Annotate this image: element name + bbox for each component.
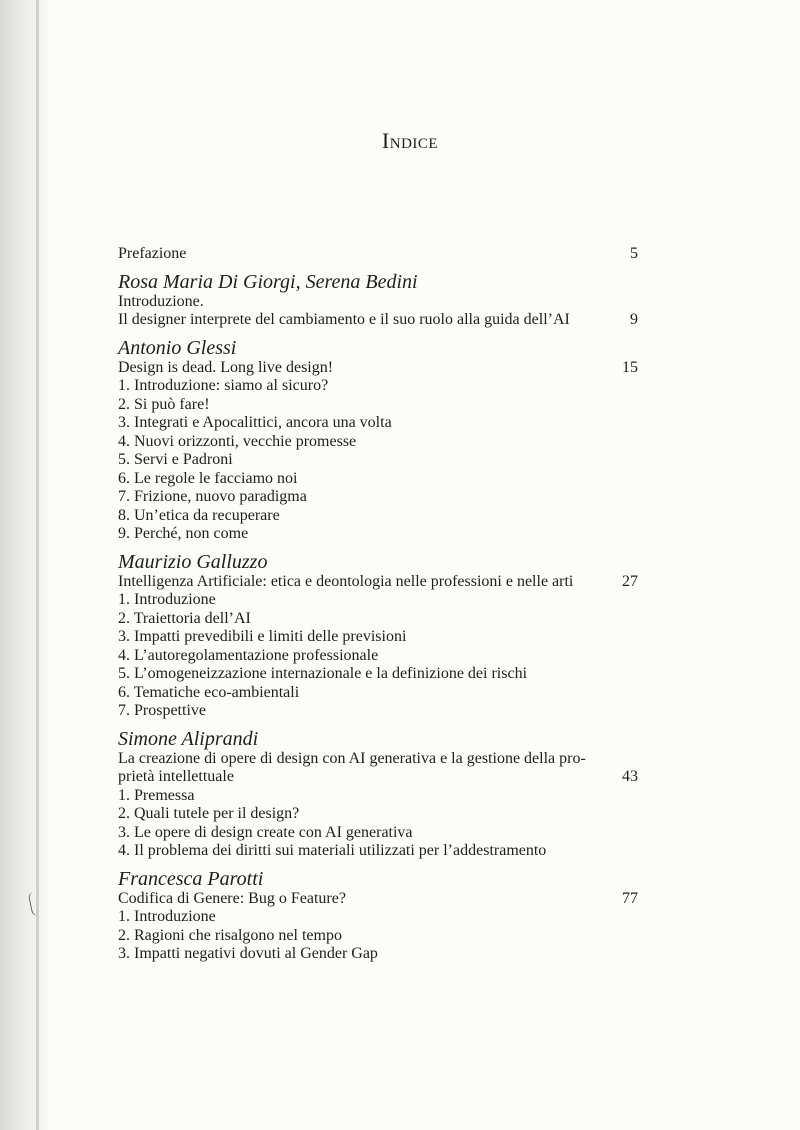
toc-entry xyxy=(118,488,638,507)
toc-author: Rosa Maria Di Giorgi, Serena Bedini xyxy=(118,270,418,293)
toc-entry-text: 2. Ragioni che risalgono nel tempo xyxy=(118,926,342,944)
toc-entry-label: Prefazione xyxy=(118,245,187,262)
toc-entry xyxy=(118,377,638,396)
toc-entry-text: 1. Introduzione xyxy=(118,591,216,608)
toc-page-number: 43 xyxy=(622,768,638,785)
toc-entry-text: prietà intellettuale xyxy=(118,768,234,785)
toc-entry-text: 3. Integrati e Apocalittici, ancora una volta xyxy=(118,414,392,431)
toc-entry-text: 6. Le regole le facciamo noi xyxy=(118,469,298,487)
toc-entry-text: La creazione di opere di design con AI generativa e la gestione della pro- xyxy=(118,749,586,767)
toc-entry xyxy=(118,573,638,592)
toc-entry xyxy=(118,628,638,647)
toc-author: Antonio Glessi xyxy=(118,336,237,359)
toc-entry-text: 1. Introduzione xyxy=(118,908,216,925)
toc-page-number: 5 xyxy=(630,245,638,262)
toc-entry-text: 1. Premessa xyxy=(118,786,195,804)
toc-entry xyxy=(118,359,638,378)
toc-entry-text: 5. L’omogeneizzazione internazionale e la definizione dei rischi xyxy=(118,665,528,682)
toc-entry-text: 6. Tematiche eco-ambientali xyxy=(118,683,300,701)
toc-entry xyxy=(118,890,638,909)
toc-entry-text: 8. Un’etica da recuperare xyxy=(118,506,280,524)
toc-author: Simone Aliprandi xyxy=(118,727,259,750)
toc-entry xyxy=(118,945,638,964)
toc-entry-text: 3. Le opere di design create con AI generativa xyxy=(118,823,413,841)
toc-entry xyxy=(118,824,638,843)
page-binding-edge xyxy=(36,0,39,1130)
toc-entry-text: 3. Impatti negativi dovuti al Gender Gap xyxy=(118,945,378,962)
toc-entry xyxy=(118,525,638,544)
toc-page-number: 27 xyxy=(622,572,638,590)
toc-entry-text: Design is dead. Long live design! xyxy=(118,358,334,376)
toc-entry-text: Codifica di Genere: Bug o Feature? xyxy=(118,889,346,907)
toc-entry-text: Il designer interprete del cambiamento e il suo ruolo alla guida dell’AI xyxy=(118,311,570,328)
toc-entry xyxy=(118,647,638,666)
toc-entry-preface xyxy=(118,245,638,264)
toc-entry xyxy=(118,927,638,946)
toc-entry xyxy=(118,507,638,526)
toc-entry xyxy=(118,591,638,610)
toc-entry xyxy=(118,414,638,433)
toc-entry xyxy=(118,665,638,684)
page-binding-shadow xyxy=(0,0,48,1130)
toc-entry-text: 7. Prospettive xyxy=(118,702,206,719)
toc-entry xyxy=(118,908,638,927)
toc-entry-text: 3. Impatti prevedibili e limiti delle previsioni xyxy=(118,628,407,645)
toc-entry xyxy=(118,805,638,824)
toc-entry xyxy=(118,293,638,312)
toc-entry xyxy=(118,768,638,787)
toc-entry xyxy=(118,451,638,470)
table-of-contents xyxy=(118,245,638,964)
toc-entry xyxy=(118,396,638,415)
toc-entry-text: Intelligenza Artificiale: etica e deontologia nelle professioni e nelle arti xyxy=(118,572,574,590)
toc-page-number: 9 xyxy=(630,311,638,328)
page-title: Indice xyxy=(381,128,439,153)
toc-page-number: 15 xyxy=(622,358,638,376)
toc-entry-text: 2. Si può fare! xyxy=(118,395,210,413)
toc-author: Francesca Parotti xyxy=(118,867,264,890)
toc-author: Maurizio Galluzzo xyxy=(118,550,268,573)
toc-entry-text: 4. L’autoregolamentazione professionale xyxy=(118,646,379,664)
toc-entry-text: 9. Perché, non come xyxy=(118,525,249,542)
toc-entry xyxy=(118,702,638,721)
toc-entry-text: 4. Il problema dei diritti sui materiali utilizzati per l’addestramento xyxy=(118,842,547,859)
toc-entry xyxy=(118,684,638,703)
toc-entry xyxy=(118,787,638,806)
toc-entry xyxy=(118,433,638,452)
toc-entry-text: 2. Traiettoria dell’AI xyxy=(118,609,251,627)
toc-entry xyxy=(118,842,638,861)
toc-entry xyxy=(118,470,638,489)
toc-entry-text: 5. Servi e Padroni xyxy=(118,451,233,468)
toc-entry-text: 1. Introduzione: siamo al sicuro? xyxy=(118,377,329,394)
toc-entry-text: Introduzione. xyxy=(118,292,204,310)
toc-page-number: 77 xyxy=(622,889,638,907)
toc-entry xyxy=(118,311,638,330)
toc-entry-text: 2. Quali tutele per il design? xyxy=(118,805,300,822)
toc-entry xyxy=(118,750,638,769)
toc-entry xyxy=(118,610,638,629)
toc-entry-text: 7. Frizione, nuovo paradigma xyxy=(118,488,307,505)
toc-entry-text: 4. Nuovi orizzonti, vecchie promesse xyxy=(118,432,357,450)
